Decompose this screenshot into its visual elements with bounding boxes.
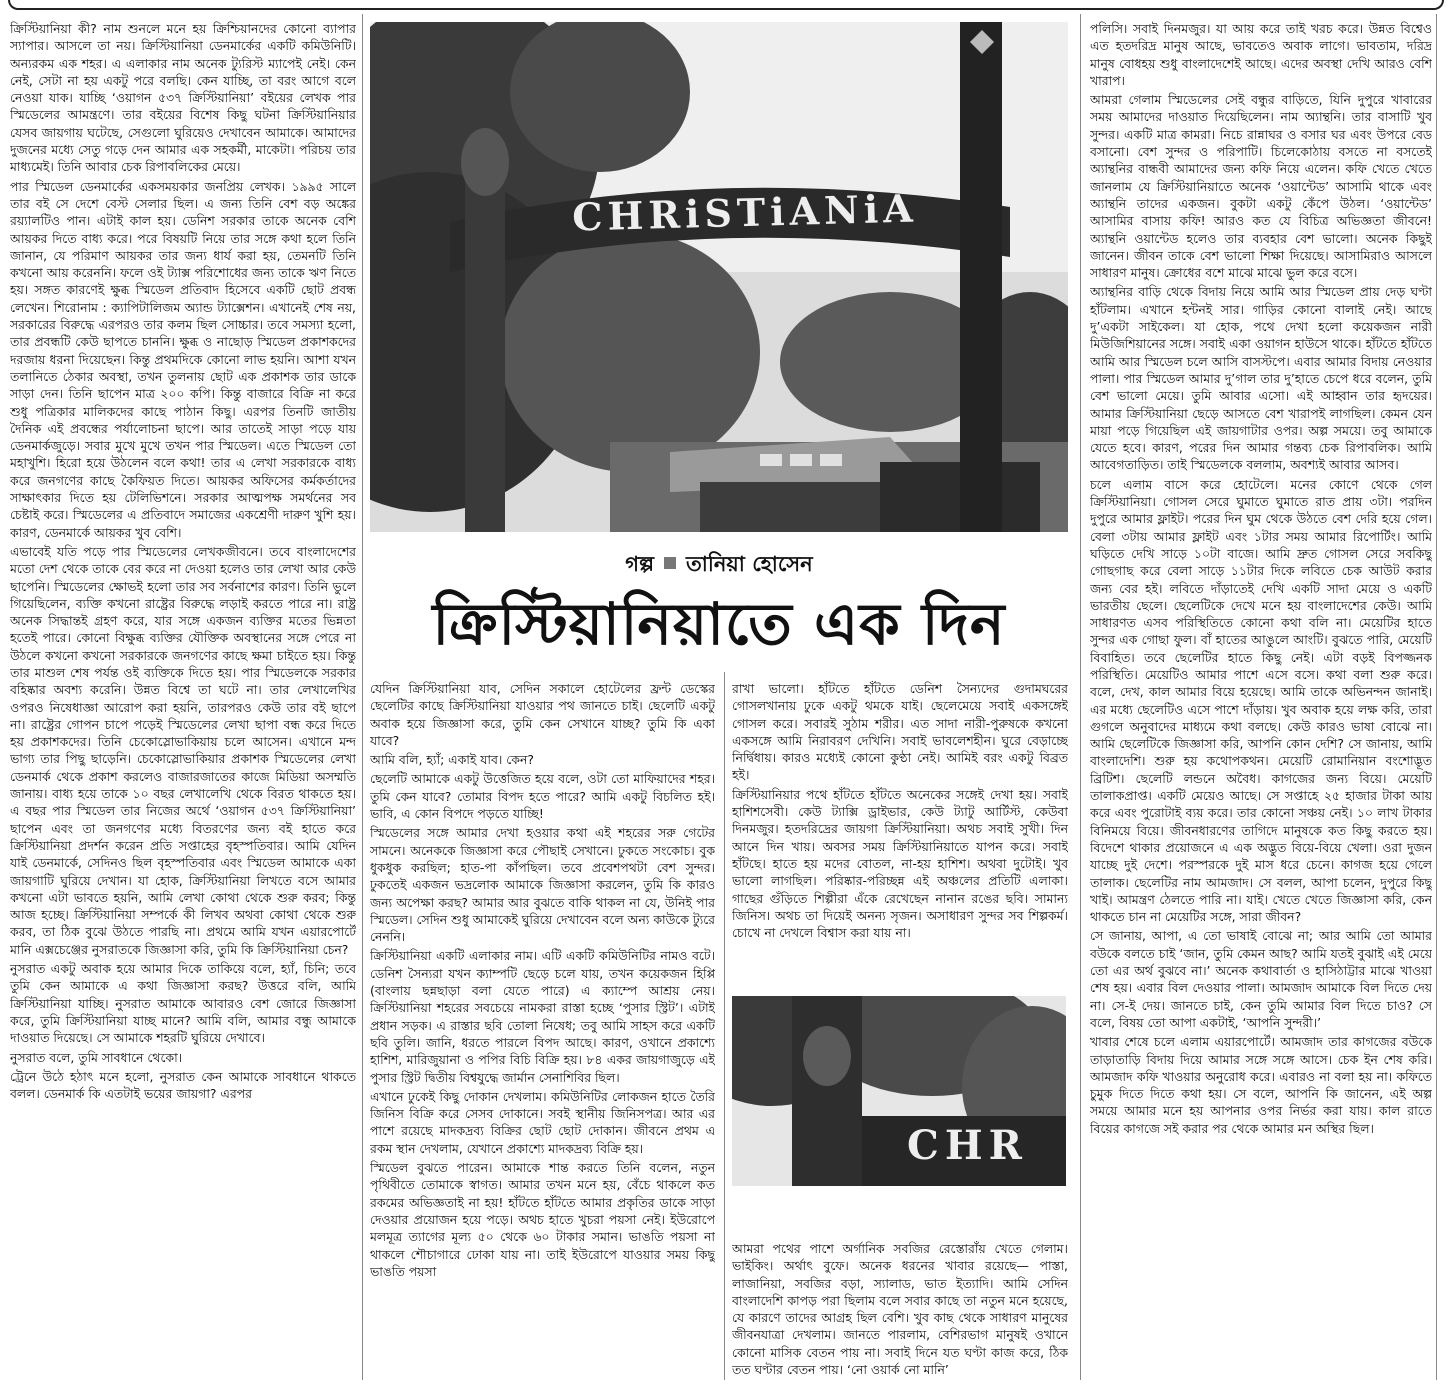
column-rule (1436, 14, 1437, 1380)
article-column-2 (370, 680, 715, 1384)
top-border (8, 0, 1444, 10)
paragraph: এখানে ঢুকেই কিছু দোকান দেখলাম। কমিউনিটির লোকজন হাতে তৈরি জিনিস বিক্রি করে সেসব দোকানে। সবই স্থানীয় জিনিসপত্র। আর এর পাশে রয়েছে মাদকদ্রব্য বিক্রির ছোট ছোট দোকান। জীবনে প্রথম এ রকম স্থান দেখলাম, যেখানে প্রকাশ্যে মাদকদ্রব্য বিক্রি হয়। (370, 1088, 715, 1156)
paragraph: আমরা গেলাম স্মিডেলের সেই বন্ধুর বাড়িতে, যিনি দুপুরে খাবারের সময় আমাদের দাওয়াত দিয়েছিলেন। নাম অ্যান্থনি। তার বাসাটি খুব সুন্দর। একটি মাত্র কামরা। নিচে রান্নাঘর ও বসার ঘর এবং উপরে বেড বসানো। বেশ সুন্দর ও পরিপাটি। চিলেকোঠায় বসতে না বসতেই অ্যান্থনির বান্ধবী আমাদের জন্য কফি নিয়ে এলেন। কফি খেতে খেতে জানলাম যে ক্রিস্টিয়ানিয়াতে অনেক ‘ওয়ান্টেড’ আসামি থাকে এবং অ্যান্থনি তাদের একজন। বুকটা একটু কেঁপে উঠল। ‘ওয়ান্টেড’ আসামির বাসায় কফি! আরও কত যে বিচিত্র অভিজ্ঞতা জীবনে! অ্যান্থনি ওয়ান্টেড হলেও তার ব্যবহার বেশ ভালো। অনেক কিছুই জানেন। জীবন তাকে বেশ ভালো শিক্ষা দিয়েছে। আসামিরাও আসলে সাধারণ মানুষ। ক্রোধের বশে মাঝে মাঝে ভুল করে বসে। (1090, 92, 1432, 281)
christiania-gate-photo (370, 22, 1068, 532)
headline: ক্রিস্টিয়ানিয়াতে এক দিন (432, 590, 1006, 658)
paragraph: সে জানায়, আপা, এ তো ভাষাই বোঝে না; আর আমি তো আমার বউকে বলতে চাই ‘জান, তুমি কেমন আছ? আমি যতই বুঝাই এই মেয়ে তো এর অর্থ বুঝবে না।’ অনেক কথাবার্তা ও হাসিঠাট্টার মাঝে খাওয়া শেষ হয়। এবার বিল দেওয়ার পালা। আমজাদ আমাকে বিল দিতে দেয় না। সে-ই দেয়। জানতে চাই, কেন তুমি আমার বিল দিতে চাও? সে বলে, বিষয় তো আপা একটাই, ‘আপনি সুন্দরী।’ (1090, 928, 1432, 1030)
totem-sign-photo (732, 996, 1066, 1186)
paragraph: রাখা ভালো। হাঁটতে হাঁটতে ডেনিশ সৈন্যদের গুদামঘরের গোসলখানায় ঢুকে একটু থমকে যাই। ছেলেমেয়ে সবাই একসঙ্গেই গোসল করে। সবারই সুঠাম শরীর। এত সাদা নারী-পুরুষকে কখনো একসঙ্গে আমি নিরাবরণ দেখিনি। সবাই ভাবলেশহীন। ঘুরে বেড়াচ্ছে নির্দ্বিধায়। কারও মধ্যেই কোনো কুণ্ঠা নেই। আমিই বরং একটু বিব্রত হই। (732, 681, 1068, 783)
paragraph: আমি বলি, হ্যাঁ; একাই যাব। কেন? (370, 752, 534, 768)
article-column-3 (732, 680, 1068, 980)
article-column-1 (10, 20, 356, 1382)
paragraph: এভাবেই যতি পড়ে পার স্মিডেলের লেখকজীবনে। তবে বাংলাদেশের মতো দেশ থেকে তাকে বের করে না দেওয়া হলেও তার লেখা আর কেউ ছাপেনি। স্মিডেলের ক্ষোভই হলো তার সব সর্বনাশের কারণ। তিনি ভুলে গিয়েছিলেন, ব্যক্তি কখনো রাষ্ট্রের বিরুদ্ধে লড়াই করতে পারে না। রাষ্ট্র অনেক সিদ্ধান্তই গ্রহণ করে, যার সঙ্গে একজন ব্যক্তির মতের ভিন্নতা হতেই পারে। কোনো বিক্ষুব্ধ ব্যক্তির যৌক্তিক অবস্থানের সঙ্গে পেরে না উঠলে কখনো কখনো সরকারকে জনগণের কাছে ক্ষমা চাইতে হয়। কিন্তু তার মাশুল শেষ পর্যন্ত ওই ব্যক্তিকে দিতে হয়। পার স্মিডেলকে সরকার বহিষ্কার অবশ্য করেনি। উন্নত বিশ্বে তা ঘটে না। তার লেখালেখির ওপরও নিষেধাজ্ঞা আরোপ করা হয়নি, তারপরও কেউ তার বই ছাপে না। রাষ্ট্রের গোপন চাপে পড়েই স্মিডেলের লেখা ছাপা বন্ধ করে দিতে হয় প্রকাশকদের। তিনি চেকোস্লোভাকিয়ায় চলে আসেন। এখানে মন্দ ভাগ্য তার পিছু ছাড়েনি। চেকোস্লোভাকিয়ার প্রকাশক স্মিডেলের লেখা ডেনমার্ক থেকে প্রকাশ করলেও বাজারজাতের কাজে মিডিয়া অসম্মতি জানায়। বাধ্য হয়ে তাকে ১০ বছর লেখালেখি থেকে বিরত থাকতে হয়। এ বছর পার স্মিডেল তার নিজের অর্থে ‘ওয়াগন ৫৩৭ ক্রিস্টিয়ানিয়া’ ছাপেন এবং তা জনগণের মধ্যে বিতরণের জন্য বই হাতে করে ক্রিস্টিয়ানিয়া প্রদর্শন করেন প্রতি সপ্তাহের বৃহস্পতিবার। আমি যেদিন যাই ডেনমার্কে, সেদিনও ছিল বৃহস্পতিবার এবং স্মিডেল আমাকে একা জায়গাটি ঘুরিয়ে দেখান। যা হোক, ক্রিস্টিয়ানিয়া লিখতে বসে আমার কখনো এটা ভাবতে হয়নি, আমি লেখা কোথা থেকে শুরু করব; কিন্তু আজ হচ্ছে। ক্রিস্টিয়ানিয়া সম্পর্কে কী লিখব অথবা কোথা থেকে শুরু করব, তা ঠিক বুঝে উঠতে পারছি না। প্রথমে আমি যখন এয়ারপোর্টে মানি এক্সচেঞ্জের নুসরাতকে জিজ্ঞাসা করি, তুমি কি ক্রিস্টিয়ানিয়া চেন? (10, 543, 356, 957)
paragraph: অ্যান্থনির বাড়ি থেকে বিদায় নিয়ে আমি আর স্মিডেল প্রায় দেড় ঘণ্টা হাঁটলাম। এখানে হন্টনই সার। গাড়ির কোনো বালাই নেই। আছে দু’একটা সাইকেল। যা হোক, পথে দেখা হলো কয়েকজন নারী মিউজিশিয়ানের সঙ্গে। সবাই একা ওয়াগন হাউসে থাকে। হাঁটতে হাঁটতে আমি আর স্মিডেল চলে আসি বাসস্টপে। এবার আমার বিদায় নেওয়ার পালা। পার স্মিডেল আমার দু’গাল তার দু’হাতে চেপে ধরে বলেন, তুমি বেশ ভালো মেয়ে। তুমি আবার এসো। এই আহ্বান তার হৃদয়ের। আমার ক্রিস্টিয়ানিয়া ছেড়ে আসতে বেশ খারাপই লাগছিল। কেমন যেন মায়া পড়ে গিয়েছিল এই জায়গাটার ওপর। অল্প সময়ে। তবু আমাকে যেতে হবে। কারণ, পরের দিন আমার গন্তব্য চেক রিপাবলিক। আমি আবেগতাড়িত। তাই স্মিডেলকে বললাম, অবশ্যই আবার আসব। (1090, 284, 1432, 473)
paragraph: পার স্মিডেল ডেনমার্কের একসময়কার জনপ্রিয় লেখক। ১৯৯৫ সালে তার বই সে দেশে বেস্ট সেলার ছিল। এ জন্য তিনি বেশ বড় অঙ্কের রয়্যালটিও পান। এটাই কাল হয়। ডেনিশ সরকার তাকে অনেক বেশি আয়কর দিতে বাধ্য করে। পরে বিষয়টি নিয়ে তার সঙ্গে কথা হলে তিনি জানান, যে পরিমাণ আয়কর তার জন্য ধার্য করা হয়, তেমনটি তিনি কখনো আয় করেননি। ফলে ওই ট্যাক্স পরিশোধের জন্য তাকে ঋণ নিতে হয়। সঙ্গত কারণেই ক্ষুব্ধ স্মিডেল প্রতিবাদ হিসেবে একটি ছোট প্রবন্ধ লেখেন। শিরোনাম : ক্যাপিটালিজম অ্যান্ড ট্যাক্সেশন। এখানেই শেষ নয়, সরকারের বিরুদ্ধে এরপরও তার কলম ছিল সোচ্চার। তবে সমস্যা হলো, তার প্রবন্ধটি কেউ ছাপতে চাননি। ক্ষুব্ধ ও নাছোড় স্মিডেল প্রকাশকদের দরজায় ধরনা দিয়েছেন। কিন্তু প্রথমদিকে কোনো লাভ হয়নি। আশা যখন তলানিতে ঠেকার অবস্থা, তখন তুলনায় ছোট এক প্রকাশক তার ডাকে সাড়া দেন। তিনি ছাপেন মাত্র ২০০ কপি। কিন্তু বাজারে বিক্রি না করে শুধু পত্রিকার মালিকদের কাছে পাঠান কিছু। এরপর তিনটি জাতীয় দৈনিক এই প্রবন্ধের পর্যালোচনা ছাপে। আর তাতেই সাড়া পড়ে যায় ডেনমার্কজুড়ে। সবার মুখে মুখে তখন পার স্মিডেল। এতে স্মিডেল তো মহাখুশি। হিরো হয়ে উঠলেন বলে কথা! তার এ লেখা সরকারকে বাধ্য করে জনগণের কাছে কৈফিয়ত দিতে। আয়কর অফিসের কর্মকর্তাদের সাক্ষাৎকার দিতে হয় টেলিভিশনে। সরকার আত্মপক্ষ সমর্থনের সব চেষ্টাই করে। স্মিডেলের এ প্রতিবাদে সমাজের একশ্রেণী দারুণ খুশি হয়। কারণ, ডেনমার্কে আয়কর খুব বেশি। (10, 178, 356, 540)
article-column-4 (1090, 20, 1432, 1382)
paragraph: আমরা পথের পাশে অর্গানিক সবজির রেস্তোরাঁয় খেতে গেলাম। ভাইকিং। অর্থাৎ বুফে। অনেক ধরনের খাবার রয়েছে— পাস্তা, লাজানিয়া, সবজির বড়া, স্যালাড, ভাত ইত্যাদি। আমি সেদিন বাংলাদেশি কাপড় পরা ছিলাম বলে সবার কাছে তা নতুন মনে হয়েছে, যে কারণে তাদের আগ্রহ ছিল বেশি। খুব কাছ থেকে সাধারণ মানুষের জীবনযাত্রা দেখলাম। জানতে পারলাম, বেশিরভাগ মানুষই ওখানে কোনো মাসিক বেতন পায় না। সবাই দিনে যত ঘণ্টা কাজ করে, ঠিক তত ঘণ্টার বেতন পায়। ‘নো ওয়ার্ক নো মানি’ (732, 1241, 1068, 1378)
paragraph: ক্রিস্টিয়ানিয়া একটি এলাকার নাম। এটি একটি কমিউনিটির নামও বটে। ডেনিশ সৈন্যরা যখন ক্যাম্পটি ছেড়ে চলে যায়, তখন কয়েকজন হিপ্পি (বাংলায় ছন্নছাড়া বলা যেতে পারে) এ ক্যাম্পে আশ্রয় নেয়। ক্রিস্টিয়ানিয়া শহরের সবচেয়ে নামকরা রাস্তা হচ্ছে ‘পুসার স্ট্রিট’। এটাই প্রধান সড়ক। এ রাস্তার ছবি তোলা নিষেধ; তবু আমি সাহস করে একটি ছবি তুলি। জানি, ধরতে পারলে বিপদ আছে। কারণ, ওখানে প্রকাশ্যে হাশিশ, মারিজুয়ানা ও পপির বিচি বিক্রি হয়। ৮৪ একর জায়গাজুড়ে এই পুসার স্ট্রিট দ্বিতীয় বিশ্বযুদ্ধে জার্মান সেনাশিবির ছিল। (370, 948, 715, 1085)
paragraph: ছেলেটি আমাকে একটু উত্তেজিত হয়ে বলে, ওটা তো মাফিয়াদের শহর। তুমি কেন যাবে? তোমার বিপদ হতে পারে? আমি একটু বিচলিত হই। ভাবি, এ কোন বিপদে পড়তে যাচ্ছি! (370, 771, 715, 822)
byline (370, 548, 1068, 583)
paragraph: স্মিডেলের সঙ্গে আমার দেখা হওয়ার কথা এই শহরের সরু গেটের সামনে। অনেককে জিজ্ঞাসা করে পৌছাই সেখানে। ঢুকতে সংকোচ। বুক ধুকধুক করছিল; হাত-পা কাঁপছিল। তবে প্রবেশপথটা বেশ সুন্দর। ঢুকতেই একজন ভদ্রলোক আমাকে জিজ্ঞাসা করলেন, তুমি কি কারও জন্য অপেক্ষা করছ? আমার আর বুঝতে বাকি থাকল না যে, উনিই পার স্মিডেল। সেদিন শুধু আমাকেই ঘুরিয়ে দেখাবেন বলে অন্য কাউকে ট্যুরে নেননি। (370, 825, 715, 945)
paragraph: নুসরাত একটু অবাক হয়ে আমার দিকে তাকিয়ে বলে, হ্যাঁ, চিনি; তবে তুমি কেন আমাকে এ কথা জিজ্ঞাসা করছ? উত্তরে বলি, আমি ক্রিস্টিয়ানিয়া যাচ্ছি। নুসরাত আমাকে আবারও বেশ জোরে জিজ্ঞাসা করে, তুমি ক্রিস্টিয়ানিয়া যাচ্ছ মানে? আমি বলি, আমার বন্ধু আমাকে দাওয়াত দিয়েছে। সে আমাকে শহরটি ঘুরিয়ে দেখাবে। (10, 961, 356, 1046)
paragraph: চলে এলাম বাসে করে হোটেলে। মনের কোণে থেকে গেল ক্রিস্টিয়ানিয়া। গোসল সেরে ঘুমাতে ঘুমাতে রাত প্রায় ৩টা। পরদিন দুপুরে আমার ফ্লাইট। পরের দিন ঘুম থেকে উঠতে বেশ দেরি হয়ে গেল। বেলা ৩টায় আমার ফ্লাইট এবং ১টার সময় আমার রিপোর্টিং। আমি ঘড়িতে দেখি সাড়ে ১০টা বাজে। আমি দ্রুত গোসল সেরে সবকিছু গোছগাছ করে বেলা সাড়ে ১১টার দিকে লবিতে চেক আউট করার জন্য বের হই। লবিতে দাঁড়াতেই দেখি একটি সাদা মেয়ে ও একটি ভারতীয় ছেলে। ছেলেটিকে দেখে মনে হয় বাংলাদেশের কেউ। আমি সাধারণত এসব পরিস্থিতিতে কোনো কথা বলি না। মেয়েটির হাতে সুন্দর এক গোছা ফুল। বাঁ হাতের আঙুলে আংটি। বুঝতে পারি, মেয়েটি বিবাহিত। তবে ছেলেটির হাতে কিছু নেই। এটা বড়ই বিপজ্জনক পরিস্থিতি। মেয়েটিও আমার পাশে এসে বসে। কথা বলা শুরু করে। বলে, দেখ, কাল আমার বিয়ে হয়েছে। আমি তাকে অভিনন্দন জানাই। এর মধ্যে ছেলেটিও এসে পাশে দাঁড়ায়। খুব অবাক হয়ে লক্ষ করি, তারা গুগলে অনুবাদের মাধ্যমে কথা বলছে। কেউ কারও ভাষা বোঝে না। আমি ছেলেটিকে জিজ্ঞাসা করি, আপনি কোন দেশি? সে জানায়, আমি বাংলাদেশি। শুরু হয় কথোপকথন। মেয়েটি রোমানিয়ান বংশোদ্ভূত ব্রিটিশ। ছেলেটি লন্ডনে অবৈধ। কাগজের জন্য বিয়ে। মেয়েটি তালাকপ্রাপ্ত। একটি মেয়েও আছে। সে সপ্তাহে ২৫ হাজার টাকা আয় করে এবং পুরোটাই ব্যয় করে। তার কোনো সঞ্চয় নেই। ১০ লাখ টাকার বিনিময়ে বিয়ে। জীবনধারণের তাগিদে মানুষকে কত কিছু করতে হয়। বিদেশে থাকার প্রয়োজনে এ এক অদ্ভুত বিয়ে-বিয়ে খেলা। ওরা দুজন যাচ্ছে দুই দেশে। পরস্পরকে দুই মাস ধরে চেনে। কাগজ হয়ে গেলে তালাক। ছেলেটির নাম আমজাদ। সে বলল, আপা চলেন, দুপুরে কিছু খাই। আমন্ত্রণ ঠেলতে পারি না। যাই। খেতে খেতে জিজ্ঞাসা করি, কেন থাকতে চান না মেয়েটির সঙ্গে, সারা জীবন? (1090, 476, 1432, 925)
separator-square-icon (664, 557, 676, 569)
paragraph: ট্রেনে উঠে হঠাৎ মনে হলো, নুসরাত কেন আমাকে সাবধানে থাকতে বলল। ডেনমার্ক কি এতটাই ভয়ের জায়গা? এরপর (10, 1068, 356, 1102)
paragraph: ক্রিস্টিয়ানিয়ার পথে হাঁটতে হাঁটতে অনেকের সঙ্গেই দেখা হয়। সবাই হাশিশসেবী। কেউ ট্যাক্সি ড্রাইভার, কেউ ট্যাটু আর্টিস্ট, কেউবা দিনমজুর। হতদরিদ্রের জায়গা ক্রিস্টিয়ানিয়া। অথচ সবাই সুখী। দিন আনে দিন খায়। অবসর সময় ক্রিস্টিয়ানিয়াতে যাপন করে। সবাই হাঁটছে। হাতে হয় মদের বোতল, না-হয় হাশিশ। অথবা দুটোই। খুব ভালো লাগছিল। পরিষ্কার-পরিচ্ছন্ন এই অঞ্চলের প্রতিটি এলাকা। গাছের গুঁড়িতে শিল্পীরা এঁকে রেখেছেন নানান রঙের ছবি। সামান্য জিনিস। অথচ তা দিয়েই অনন্য সৃজন। অসাধারণ সুন্দর সব শিল্পকর্ম। চোখে না দেখলে বিশ্বাস করা যায় না। (732, 786, 1068, 941)
adjacent-page-edge (1438, 20, 1450, 1380)
section-label: গল্প (625, 552, 655, 576)
author-name: তানিয়া হোসেন (686, 552, 813, 576)
article-column-3-continued (732, 1240, 1068, 1384)
gate-illustration (370, 22, 1068, 532)
paragraph: পলিসি। সবাই দিনমজুর। যা আয় করে তাই খরচ করে। উন্নত বিশ্বেও এত হতদরিদ্র মানুষ আছে, ভাবতেও অবাক লাগে। ভাবতাম, দরিদ্র মানুষ বোধহয় শুধু বাংলাদেশেই আছে। এদের অবস্থা দেখি আরও বেশি খারাপ। (1090, 21, 1432, 88)
gate-sign-text: CHRiSTiANiA (571, 185, 919, 240)
paragraph: যেদিন ক্রিস্টিয়ানিয়া যাব, সেদিন সকালে হোটেলের ফ্রন্ট ডেস্কের ছেলেটির কাছে ক্রিস্টিয়ানিয়া যাওয়ার পথ জানতে চাই। ছেলেটি একটু অবাক হয়ে জিজ্ঞাসা করে, তুমি কেন সেখানে যাচ্ছ? তুমি কি একা যাবে? (370, 681, 715, 748)
paragraph: স্মিডেল বুঝতে পারেন। আমাকে শান্ত করতে তিনি বলেন, নতুন পৃথিবীতে তোমাকে স্বাগত। আমার তখন মনে হয়, বেঁচে থাকলে কত রকমের অভিজ্ঞতাই না হয়! হাঁটতে হাঁটতে আমার প্রকৃতির ডাকে সাড়া দেওয়ার প্রয়োজন হয়ে পড়ে। অথচ হাতে খুচরা পয়সা নেই। ইউরোপে মলমূত্র ত্যাগের মূল্য ৫০ থেকে ৬০ টাকার সমান। ভাঙতি পয়সা না থাকলে শৌচাগারে ঢোকা যায় না। তাই ইউরোপে যাওয়ার সময় কিছু ভাঙতি পয়সা (370, 1160, 715, 1279)
column-rule (724, 672, 725, 1380)
sign-fragment-text: CHR (907, 1122, 1028, 1169)
paragraph: ক্রিস্টিয়ানিয়া কী? নাম শুনলে মনে হয় ক্রিশ্চিয়ানদের কোনো ব্যাপার স্যাপার। আসলে তা নয়। ক্রিস্টিয়ানিয়া ডেনমার্কের একটি কমিউনিটি। অন্যরকম এক শহর। এ এলাকার নাম অনেক ট্যুরিস্ট ম্যাপেই নেই। কেন নেই, সেটা না হয় একটু পরে বলছি। কেন যাচ্ছি, তা বরং আগে বলে নেওয়া যাক। যাচ্ছি ‘ওয়াগন ৫৩৭ ক্রিস্টিয়ানিয়া’ বইয়ের লেখক পার স্মিডেলের আমন্ত্রণে। তার বইয়ের বিশেষ কিছু ঘটনা ক্রিস্টিয়ানিয়ার যেসব জায়গায় ঘটেছে, সেগুলো ঘুরিয়েও দেখাবেন আমাকে। আমাদের দুজনের মধ্যে সেতু গড়ে দেন আমার এক সহকর্মী, মাকেটা। পরিচয় তার মাধ্যমেই। তিনি আবার চেক রিপাবলিকের মেয়ে। (10, 21, 356, 175)
column-rule (362, 14, 363, 1380)
paragraph: নুসরাত বলে, তুমি সাবধানে থেকো। (10, 1049, 183, 1065)
column-rule (1080, 14, 1081, 1380)
paragraph: খাবার শেষে চলে এলাম এয়ারপোর্টে। আমজাদ তার কাগজের বউকে তাড়াতাড়ি বিদায় দিয়ে আমার সঙ্গে সঙ্গে আসে। চেক ইন শেষ করি। আমজাদ কফি খাওয়ার অনুরোধ করে। এবারও না বলা হয় না। কফিতে চুমুক দিতে দিতে কথা হয়। সে বলে, আপনি কি জানেন, এই অল্প সময়ে আমার মনে হয় আপনার ওপর নির্ভর করা যায়। কাল রাতে বিয়ের কাগজে সই করার পর থেকে আমার মন অস্থির ছিল। (1090, 1034, 1432, 1136)
